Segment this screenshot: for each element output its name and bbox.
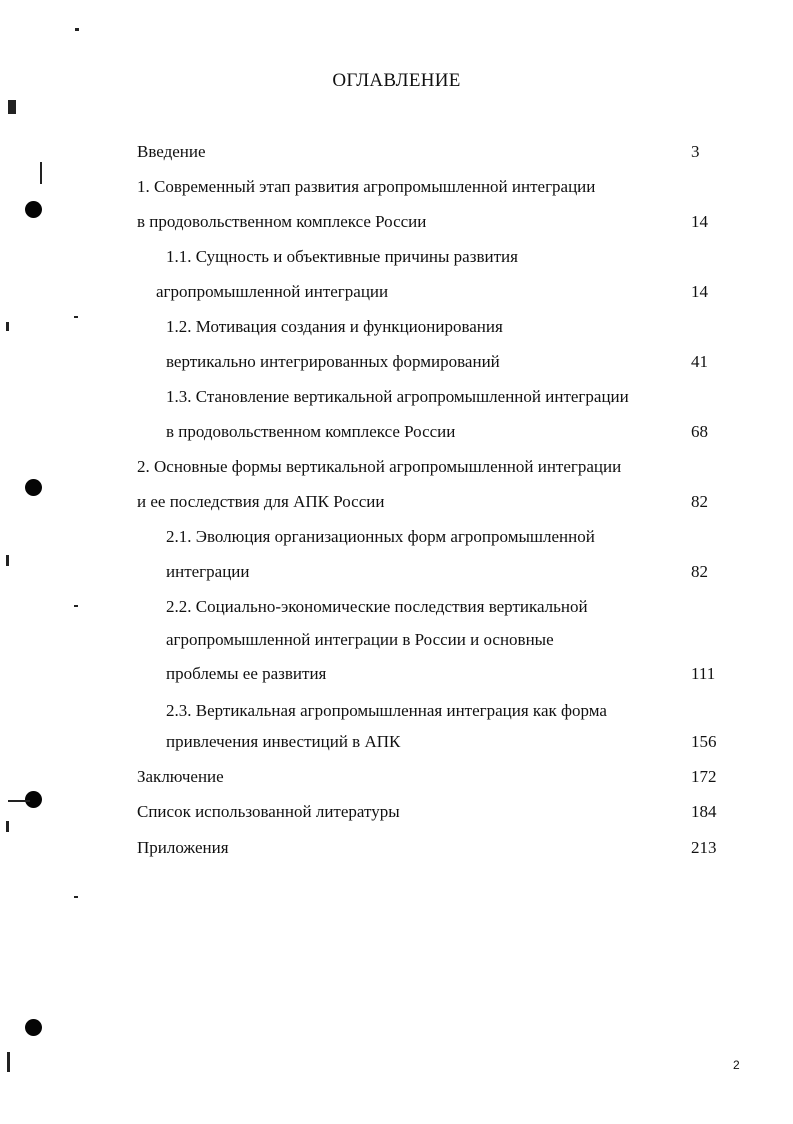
- scan-speck: [74, 896, 78, 898]
- toc-entry-section-2-3-cont: привлечения инвестиций в АПК: [166, 732, 401, 751]
- toc-entry-section-2-2-cont2: проблемы ее развития: [166, 664, 327, 683]
- toc-page-number: 68: [691, 422, 708, 441]
- scan-speck: [8, 800, 30, 802]
- binder-hole-4: [25, 1019, 42, 1036]
- toc-page-number: 184: [691, 802, 717, 821]
- toc-page-number: 156: [691, 732, 717, 751]
- toc-entry-conclusion: Заключение: [137, 767, 224, 786]
- toc-entry-appendices: Приложения: [137, 838, 229, 857]
- toc-page-number: 82: [691, 492, 708, 511]
- toc-page-number: 111: [691, 664, 716, 683]
- toc-entry-section-1-2: 1.2. Мотивация создания и функционирования: [166, 317, 503, 336]
- toc-entry-section-2-1-cont: интеграции: [166, 562, 250, 581]
- scan-speck: [6, 555, 9, 566]
- toc-entry-chapter-2-cont: и ее последствия для АПК России: [137, 492, 385, 511]
- toc-page-number: 82: [691, 562, 708, 581]
- scan-speck: [7, 1052, 10, 1072]
- scan-speck: [8, 100, 16, 114]
- toc-entry-bibliography: Список использованной литературы: [137, 802, 400, 821]
- scan-speck: [6, 821, 9, 832]
- toc-entry-section-1-1: 1.1. Сущность и объективные причины развития: [166, 247, 518, 266]
- toc-entry-section-1-1-cont: агропромышленной интеграции: [156, 282, 389, 301]
- binder-hole-1: [25, 201, 42, 218]
- binder-hole-2: [25, 479, 42, 496]
- scan-speck: [74, 316, 78, 318]
- toc-entry-section-2-2-cont: агропромышленной интеграции в России и основные: [166, 630, 554, 649]
- toc-entry-section-1-3-cont: в продовольственном комплексе России: [166, 422, 456, 441]
- toc-entry-section-2-3: 2.3. Вертикальная агропромышленная интеграция как форма: [166, 701, 607, 720]
- toc-page-number: 41: [691, 352, 708, 371]
- toc-entry-section-2-2: 2.2. Социально-экономические последствия вертикальной: [166, 597, 588, 616]
- toc-entry-chapter-1: 1. Современный этап развития агропромышленной интеграции: [137, 177, 596, 196]
- toc-page-number: 213: [691, 838, 717, 857]
- toc-page-number: 14: [691, 282, 708, 301]
- toc-entry-section-1-3: 1.3. Становление вертикальной агропромышленной интеграции: [166, 387, 629, 406]
- toc-entry-chapter-1-cont: в продовольственном комплексе России: [137, 212, 427, 231]
- toc-entry-section-2-1: 2.1. Эволюция организационных форм агропромышленной: [166, 527, 595, 546]
- toc-page-number: 172: [691, 767, 717, 786]
- toc-entry-section-1-2-cont: вертикально интегрированных формирований: [166, 352, 500, 371]
- toc-page-number: 14: [691, 212, 708, 231]
- toc-title: ОГЛАВЛЕНИЕ: [332, 70, 461, 91]
- scan-speck: [40, 162, 42, 184]
- page-number: 2: [733, 1058, 740, 1072]
- toc-entry-introduction: Введение: [137, 142, 206, 161]
- toc-page-number: 3: [691, 142, 700, 161]
- scan-speck: [74, 605, 78, 607]
- scan-speck: [6, 322, 9, 331]
- scan-speck: [75, 28, 79, 31]
- toc-entry-chapter-2: 2. Основные формы вертикальной агропромышленной интеграции: [137, 457, 622, 476]
